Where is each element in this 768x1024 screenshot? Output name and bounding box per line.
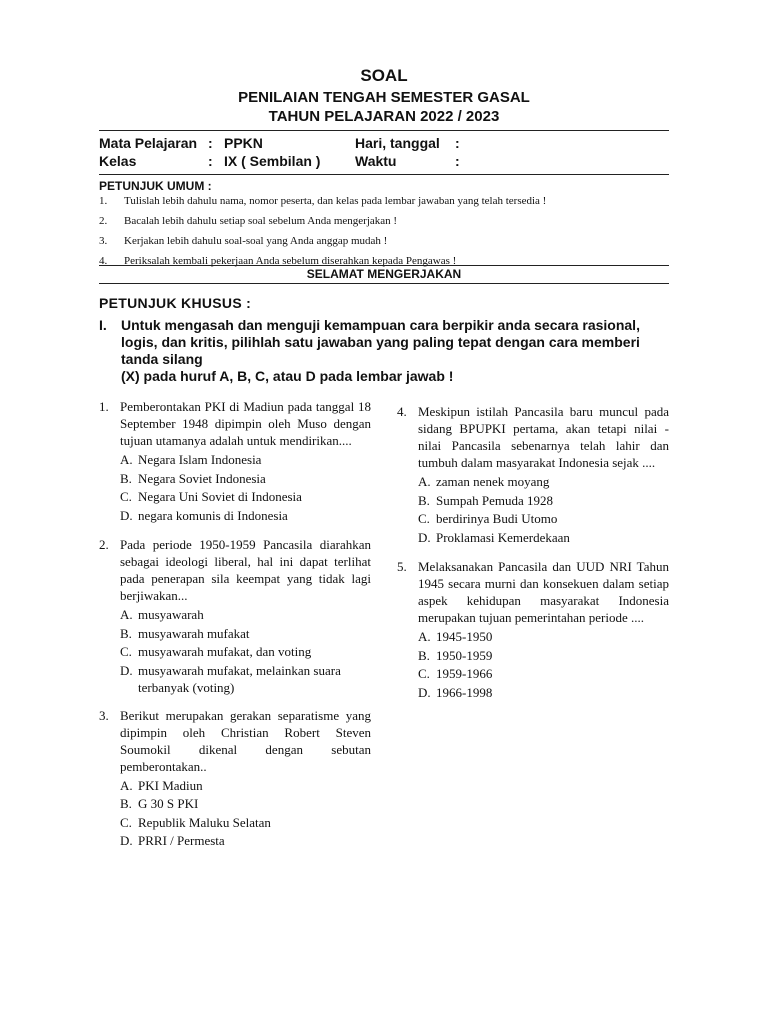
options-list xyxy=(418,473,669,547)
option-letter: D. xyxy=(120,662,133,678)
option-letter: B. xyxy=(418,647,430,663)
option-d xyxy=(120,662,371,696)
section-instruction xyxy=(121,317,669,385)
header-divider-top xyxy=(99,130,669,131)
option-c xyxy=(120,488,371,507)
option-letter: C. xyxy=(120,814,132,830)
option-c xyxy=(418,510,669,529)
option-text: Negara Uni Soviet di Indonesia xyxy=(138,489,302,504)
option-letter: D. xyxy=(120,507,133,523)
option-text: zaman nenek moyang xyxy=(436,474,550,489)
item-text: Bacalah lebih dahulu setiap soal sebelum Anda mengerjakan ! xyxy=(124,215,398,227)
options-list xyxy=(418,628,669,702)
option-text: Sumpah Pemuda 1928 xyxy=(436,492,553,508)
option-a xyxy=(120,777,371,796)
options-list xyxy=(120,606,371,696)
question-number: 1. xyxy=(99,399,109,414)
page-title: SOAL xyxy=(360,66,408,85)
instruction-text-2: (X) pada huruf A, B, C, atau D pada lembar jawab ! xyxy=(121,368,454,384)
time-colon: : xyxy=(455,153,460,169)
specific-instructions-title: PETUNJUK KHUSUS : xyxy=(99,295,252,311)
option-b xyxy=(418,647,669,666)
option-text: berdirinya Budi Utomo xyxy=(436,511,558,526)
question-5 xyxy=(397,558,669,702)
option-letter: B. xyxy=(120,625,132,641)
closing-message: SELAMAT MENGERJAKAN xyxy=(306,267,462,281)
option-letter: D. xyxy=(418,529,431,545)
option-letter: B. xyxy=(120,470,132,486)
class-label: Kelas xyxy=(99,153,137,169)
option-c xyxy=(120,643,371,662)
item-text: Tulislah lebih dahulu nama, nomor peserta, dan kelas pada lembar jawaban yang telah tersedia ! xyxy=(124,195,547,207)
option-c xyxy=(120,814,371,833)
option-b xyxy=(418,492,669,511)
option-letter: D. xyxy=(120,833,133,848)
general-instruction-item xyxy=(99,215,669,235)
instruction-text: Untuk mengasah dan menguji kemampuan cara berpikir anda secara rasional, logis, dan kritis, pilihlah satu jawaban yang paling tepat dengan cara memberi tanda silang xyxy=(121,317,640,367)
general-instructions-title: PETUNJUK UMUM : xyxy=(99,179,212,193)
option-text: 1945-1950 xyxy=(436,629,493,644)
question-text: Meskipun istilah Pancasila baru muncul pada sidang BPUPKI pertama, akan tetapi nilai - nilai Pancasila sebenarnya telah lahir dan tumbuh dalam masyarakat Indonesia sejak .... xyxy=(418,404,669,470)
option-letter: C. xyxy=(120,644,132,659)
option-text: PKI Madiun xyxy=(138,777,203,793)
general-instruction-item xyxy=(99,195,669,215)
date-label: Hari, tanggal xyxy=(355,135,440,151)
question-number: 4. xyxy=(397,404,407,419)
option-d xyxy=(120,507,371,526)
exam-name: PENILAIAN TENGAH SEMESTER GASAL xyxy=(238,89,530,106)
item-number: 1. xyxy=(99,195,108,207)
option-c xyxy=(418,665,669,684)
item-text: Periksalah kembali pekerjaan Anda sebelum diserahkan kepada Pengawas ! xyxy=(124,255,457,267)
option-letter: B. xyxy=(120,796,132,811)
option-letter: D. xyxy=(418,684,431,700)
option-text: musyawarah mufakat, melainkan suara terbanyak (voting) xyxy=(138,662,341,695)
general-instructions-list xyxy=(99,195,669,275)
option-letter: A. xyxy=(120,777,133,793)
option-letter: A. xyxy=(120,452,133,467)
option-letter: B. xyxy=(418,492,430,508)
option-text: 1966-1998 xyxy=(436,684,493,700)
class-colon: : xyxy=(208,153,213,169)
option-d xyxy=(418,684,669,703)
option-b xyxy=(120,795,371,814)
question-text: Melaksanakan Pancasila dan UUD NRI Tahun 1945 secara murni dan konsekuen dalam setiap aspek kehidupan masyarakat Indonesia merupakan tujuan pemerintahan periode .... xyxy=(418,559,669,625)
option-text: musyawarah mufakat, dan voting xyxy=(138,644,312,659)
option-text: Republik Maluku Selatan xyxy=(138,814,271,830)
option-letter: A. xyxy=(120,607,133,622)
option-letter: C. xyxy=(120,489,132,504)
option-text: negara komunis di Indonesia xyxy=(138,507,288,523)
question-text: Berikut merupakan gerakan separatisme yang dipimpin oleh Christian Robert Steven Soumokil dikenal dengan sebutan pemberontakan.. xyxy=(120,707,371,774)
closing-divider-bottom xyxy=(99,283,669,284)
option-text: Negara Islam Indonesia xyxy=(138,452,262,467)
date-colon: : xyxy=(455,135,460,151)
option-d xyxy=(120,832,371,851)
question-number: 5. xyxy=(397,559,407,574)
options-list xyxy=(120,777,371,851)
question-number: 3. xyxy=(99,707,109,723)
option-letter: A. xyxy=(418,629,431,644)
header-divider-bottom xyxy=(99,174,669,175)
option-text: G 30 S PKI xyxy=(138,796,199,811)
option-a xyxy=(120,451,371,470)
section-number: I. xyxy=(99,317,107,333)
question-number: 2. xyxy=(99,537,109,552)
item-text: Kerjakan lebih dahulu soal-soal yang Anda anggap mudah ! xyxy=(124,235,388,247)
option-text: 1959-1966 xyxy=(436,666,493,681)
question-1 xyxy=(99,398,371,525)
school-year: TAHUN PELAJARAN 2022 / 2023 xyxy=(268,108,500,125)
question-3 xyxy=(99,707,371,851)
option-b xyxy=(120,625,371,644)
option-text: musyawarah xyxy=(138,607,204,622)
question-text: Pemberontakan PKI di Madiun pada tanggal 18 September 1948 dipimpin oleh Muso dengan tujuan utamanya adalah untuk mendirikan.... xyxy=(120,399,371,448)
questions-left-column xyxy=(99,398,371,862)
option-text: Proklamasi Kemerdekaan xyxy=(436,529,570,545)
question-2 xyxy=(99,536,371,696)
option-letter: C. xyxy=(418,511,430,526)
option-text: Negara Soviet Indonesia xyxy=(138,470,266,486)
time-label: Waktu xyxy=(355,153,397,169)
class-value: IX ( Sembilan ) xyxy=(224,153,321,169)
option-text: 1950-1959 xyxy=(436,647,493,663)
option-letter: C. xyxy=(418,666,430,681)
item-number: 4. xyxy=(99,255,108,267)
general-instruction-item xyxy=(99,235,669,255)
questions-right-column xyxy=(397,403,669,713)
question-4 xyxy=(397,403,669,547)
option-a xyxy=(120,606,371,625)
option-a xyxy=(418,473,669,492)
option-text: PRRI / Permesta xyxy=(138,833,225,848)
option-a xyxy=(418,628,669,647)
option-d xyxy=(418,529,669,548)
options-list xyxy=(120,451,371,525)
item-number: 2. xyxy=(99,215,108,227)
option-text: musyawarah mufakat xyxy=(138,625,250,641)
subject-value: PPKN xyxy=(224,135,263,151)
option-letter: A. xyxy=(418,474,431,489)
closing-divider-top xyxy=(99,265,669,266)
subject-label: Mata Pelajaran xyxy=(99,135,198,151)
item-number: 3. xyxy=(99,235,108,247)
question-text: Pada periode 1950-1959 Pancasila diarahkan sebagai ideologi liberal, hal ini dapat terlihat pada penerapan sila keempat yang tidak lagi berjiwakan... xyxy=(120,537,371,603)
option-b xyxy=(120,470,371,489)
subject-colon: : xyxy=(208,135,213,151)
